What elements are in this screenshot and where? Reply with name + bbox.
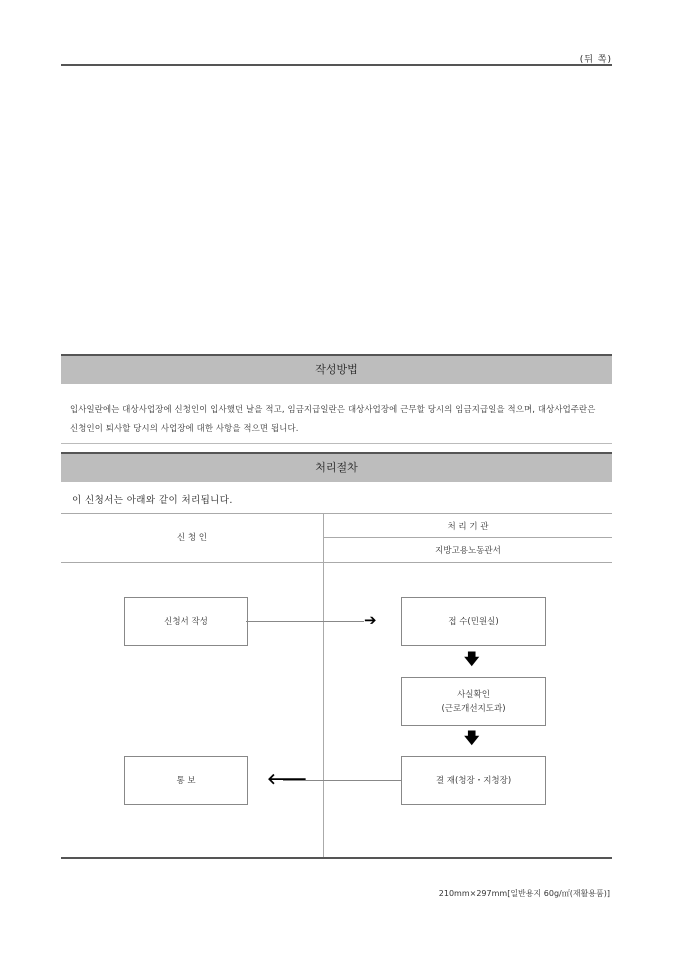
arrow-right-icon: ➔ bbox=[364, 611, 377, 629]
flow-verify-label: 사실확인 bbox=[457, 689, 490, 700]
method-bottom-rule bbox=[61, 443, 612, 444]
flow-apply-label: 신청서 작성 bbox=[164, 616, 208, 627]
agency-column-header: 처 리 기 관 bbox=[447, 522, 489, 532]
arrow-left-icon: 🡐 bbox=[267, 770, 308, 788]
table-column-divider bbox=[323, 513, 324, 857]
procedure-section-title: 처리절차 bbox=[61, 452, 612, 482]
flow-verify-dept: (근로개선지도과) bbox=[441, 703, 506, 714]
table-header-rule bbox=[61, 562, 612, 563]
top-rule bbox=[61, 64, 612, 66]
flow-box-verify bbox=[401, 677, 546, 726]
flow-box-apply bbox=[124, 597, 248, 646]
flow-box-notify bbox=[124, 756, 248, 805]
method-instructions: 입사일란에는 대상사업장에 신청인이 입사했던 날을 적고, 임금지급일란은 대상사업장에 근무할 당시의 임금지급일을 적으며, 대상사업주란은 신청인이 퇴사할 당시의 사업장에 대한 사항을 적으면 됩니다. bbox=[70, 404, 596, 433]
flow-box-receive bbox=[401, 597, 546, 646]
table-top-rule bbox=[61, 513, 612, 514]
flow-receive-label: 접 수(민원실) bbox=[448, 616, 499, 627]
agency-name: 지방고용노동관서 bbox=[435, 546, 501, 556]
arrow-down-icon: 🡇 bbox=[464, 650, 480, 668]
paper-spec-footer: 210mm×297mm[일반용지 60g/㎡(재활용품)] bbox=[438, 889, 610, 898]
table-mid-rule bbox=[324, 537, 612, 538]
method-section-title: 작성방법 bbox=[61, 354, 612, 384]
arrow-down-icon: 🡇 bbox=[464, 729, 480, 747]
applicant-column-header: 신 청 인 bbox=[176, 533, 208, 543]
bottom-rule bbox=[61, 857, 612, 859]
page-side-label: (뒤 쪽) bbox=[579, 55, 612, 65]
flow-approve-label: 결 재(청장・지청장) bbox=[435, 775, 512, 786]
flow-box-approve bbox=[401, 756, 546, 805]
connector-apply-to-receive bbox=[246, 621, 364, 622]
flow-notify-label: 통 보 bbox=[176, 775, 196, 786]
procedure-intro: 이 신청서는 아래와 같이 처리됩니다. bbox=[72, 495, 233, 506]
